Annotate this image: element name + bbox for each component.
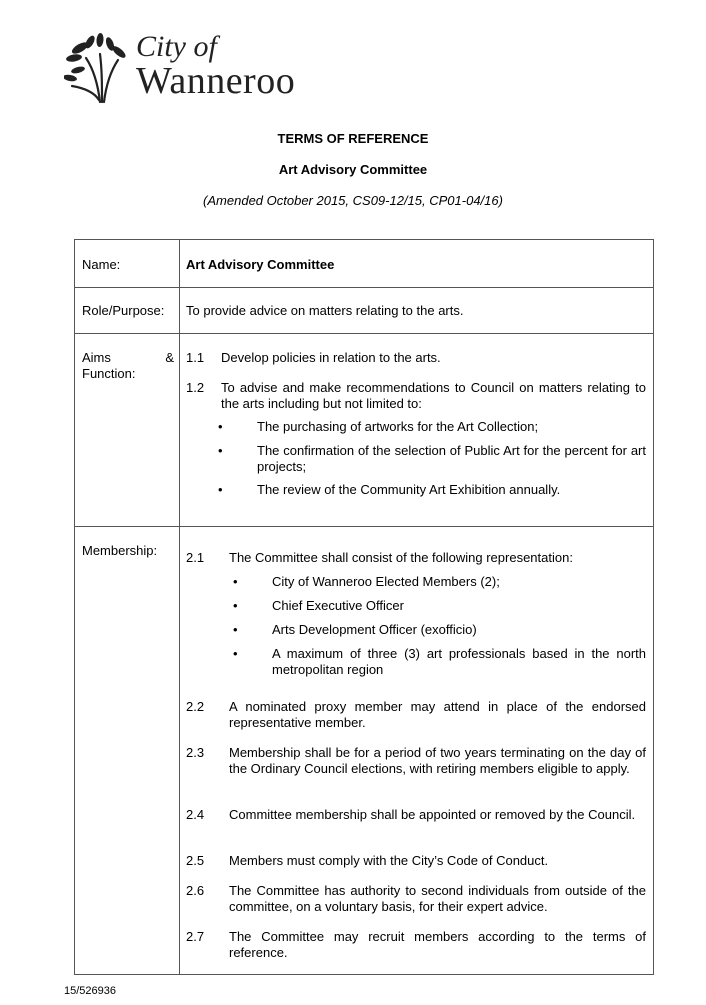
bullet-item (233, 574, 646, 590)
list-item (186, 380, 646, 412)
bullet-item (218, 443, 646, 475)
logo-city-text: City of (136, 30, 217, 63)
bullet-dot: • (218, 482, 223, 497)
bullet-text: Arts Development Officer (exofficio) (272, 622, 477, 637)
role-value: To provide advice on matters relating to the arts. (186, 303, 464, 318)
bullet-text: City of Wanneroo Elected Members (2); (272, 574, 500, 589)
amended-note: (Amended October 2015, CS09-12/15, CP01-04/16) (203, 193, 503, 208)
list-item (186, 853, 646, 869)
bullet-text: Chief Executive Officer (272, 598, 404, 613)
column-divider (179, 240, 180, 974)
item-text: The Committee shall consist of the following representation: (229, 550, 573, 565)
item-number: 2.4 (186, 807, 205, 822)
aims-label-word: Aims (82, 350, 111, 365)
item-number: 1.1 (186, 350, 205, 365)
name-value: Art Advisory Committee (186, 257, 335, 272)
bullet-dot: • (218, 419, 223, 434)
row-divider (75, 333, 653, 334)
list-item (186, 550, 646, 566)
kangaroo-paw-icon (64, 30, 130, 106)
item-number: 2.6 (186, 883, 205, 898)
list-item (186, 807, 646, 823)
item-text: The Committee has authority to second individuals from outside of the committee, on a voluntary basis, for their expert advice. (229, 883, 646, 914)
aims-label-function: Function: (82, 366, 136, 381)
item-number: 1.2 (186, 380, 205, 395)
document-title: TERMS OF REFERENCE (277, 131, 429, 146)
logo-wanneroo-text: Wanneroo (136, 60, 296, 102)
bullet-text: A maximum of three (3) art professionals based in the north metropolitan region (272, 646, 646, 677)
role-label: Role/Purpose: (82, 303, 165, 318)
list-item (186, 699, 646, 731)
item-number: 2.1 (186, 550, 205, 565)
bullet-text: The purchasing of artworks for the Art Collection; (257, 419, 539, 434)
bullet-item (218, 482, 646, 498)
bullet-text: The confirmation of the selection of Public Art for the percent for art projects; (257, 443, 646, 474)
item-text: Committee membership shall be appointed or removed by the Council. (229, 807, 636, 822)
terms-table (74, 239, 654, 975)
bullet-dot: • (233, 622, 238, 637)
item-text: Membership shall be for a period of two years terminating on the day of the Ordinary Council elections, with retiring members eligible to apply. (229, 745, 646, 776)
item-text: To advise and make recommendations to Council on matters relating to the arts including but not limited to: (221, 380, 646, 411)
bullet-dot: • (218, 443, 223, 458)
bullet-dot: • (233, 574, 238, 589)
bullet-dot: • (233, 598, 238, 613)
name-label: Name: (82, 257, 121, 272)
document-id: 15/526936 (64, 985, 116, 997)
item-text: Members must comply with the City’s Code of Conduct. (229, 853, 549, 868)
committee-title: Art Advisory Committee (278, 162, 428, 177)
bullet-item (218, 419, 646, 435)
aims-label-amp: & (165, 350, 174, 365)
row-divider (75, 287, 653, 288)
item-text: A nominated proxy member may attend in place of the endorsed representative member. (229, 699, 646, 730)
list-item (186, 883, 646, 915)
item-number: 2.2 (186, 699, 205, 714)
bullet-dot: • (233, 646, 238, 661)
city-logo (64, 30, 324, 106)
list-item (186, 745, 646, 777)
item-text: The Committee may recruit members according to the terms of reference. (229, 929, 646, 960)
list-item (186, 929, 646, 961)
row-divider (75, 526, 653, 527)
list-item (186, 350, 646, 366)
item-number: 2.7 (186, 929, 205, 944)
bullet-item (233, 622, 646, 638)
membership-label: Membership: (82, 543, 158, 558)
item-text: Develop policies in relation to the arts. (221, 350, 441, 365)
bullet-text: The review of the Community Art Exhibition annually. (257, 482, 561, 497)
bullet-item (233, 598, 646, 614)
bullet-item (233, 646, 646, 678)
item-number: 2.5 (186, 853, 205, 868)
item-number: 2.3 (186, 745, 205, 760)
aims-label (82, 350, 174, 382)
